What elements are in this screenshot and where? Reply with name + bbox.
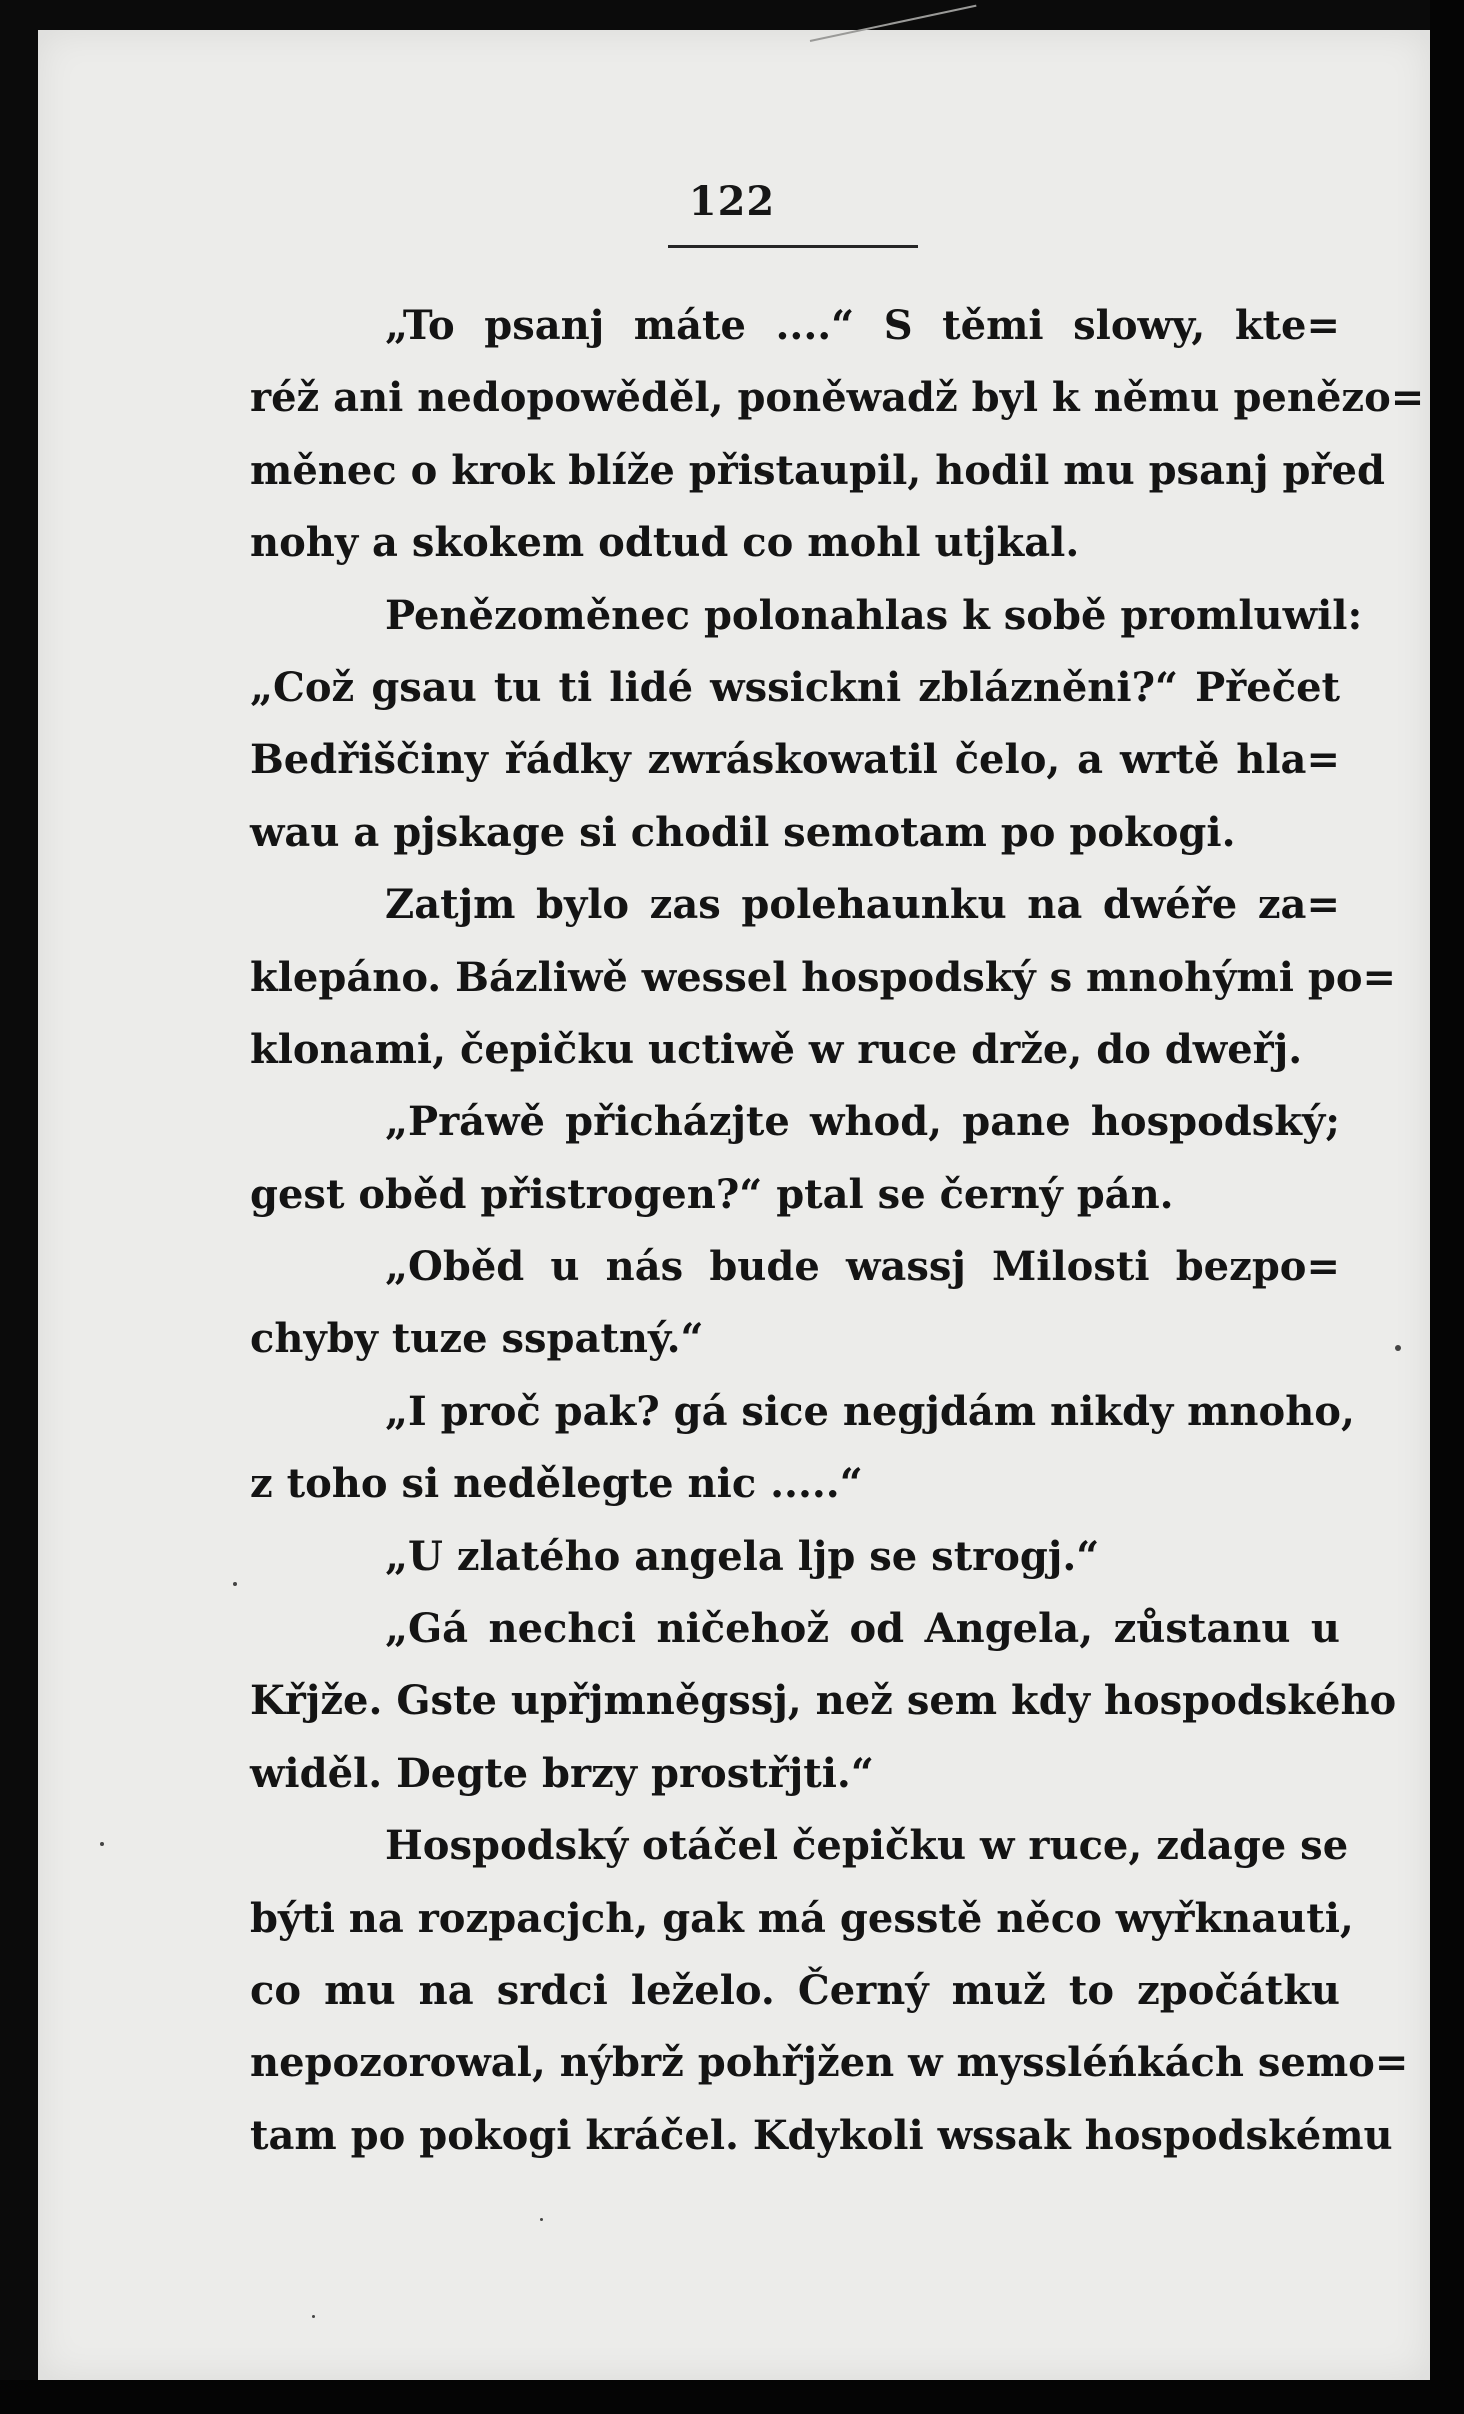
text-line: „Práwě přicházjte whod, pane hospodský; [385,1098,1340,1146]
text-line: „Gá nechci ničehož od Angela, zůstanu u [385,1605,1340,1653]
page-number: 122 [688,178,776,225]
text-line: Bedřiščiny řádky zwráskowatil čelo, a wrtě hla= [250,736,1340,784]
dust-speck [1395,1345,1401,1351]
text-line: tam po pokogi kráčel. Kdykoli wssak hospodskému [250,2111,1393,2159]
text-line: „Oběd u nás bude wassj Milosti bezpo= [385,1243,1340,1291]
text-line: „To psanj máte ....“ S těmi slowy, kte= [385,302,1340,349]
scan-border-bottom [0,2380,1464,2414]
text-line: klonami, čepičku uctiwě w ruce drže, do dweřj. [250,1025,1303,1073]
text-line: klepáno. Bázliwě wessel hospodský s mnohými po= [250,953,1397,1001]
text-line: býti na rozpacjch, gak má gesstě něco wyřknauti, [250,1894,1354,1942]
text-line: Křjže. Gste upřjmněgssj, než sem kdy hospodského [250,1677,1397,1725]
dust-speck [312,2315,315,2318]
text-line: „Což gsau tu ti lidé wssickni zblázněni?“ Přečet [250,663,1340,711]
text-line: chyby tuze sspatný.“ [250,1315,704,1363]
text-line: Penězoměnec polonahlas k sobě promluwil: [385,591,1363,639]
text-line: gest oběd přistrogen?“ ptal se černý pán. [250,1170,1174,1218]
scan-border-right [1430,0,1464,2414]
text-line: z toho si nedělegte nic .....“ [250,1460,863,1508]
text-line: nohy a skokem odtud co mohl utjkal. [250,519,1080,567]
text-line: „U zlatého angela ljp se strogj.“ [385,1532,1100,1580]
dust-speck [540,2218,543,2221]
dust-speck [233,1582,237,1586]
text-line: wau a pjskage si chodil semotam po pokogi. [250,808,1236,856]
text-line: měnec o krok blíže přistaupil, hodil mu psanj před [250,446,1385,494]
text-line: nepozorowal, nýbrž pohřjžen w myssléńkách semo= [250,2039,1409,2087]
text-line: Hospodský otáčel čepičku w ruce, zdage se [385,1822,1349,1870]
text-line: „I proč pak? gá sice negjdám nikdy mnoho, [385,1387,1355,1435]
body-text [250,290,1425,2172]
dust-speck [100,1842,104,1846]
text-line: widěl. Degte brzy prostřjti.“ [250,1749,874,1797]
header-rule [668,245,918,248]
text-line: réž ani nedopowěděl, poněwadž byl k němu penězo= [250,374,1425,422]
text-line: Zatjm bylo zas polehaunku na dwéře za= [385,881,1340,929]
text-line: co mu na srdci leželo. Černý muž to zpočátku [250,1966,1340,2014]
